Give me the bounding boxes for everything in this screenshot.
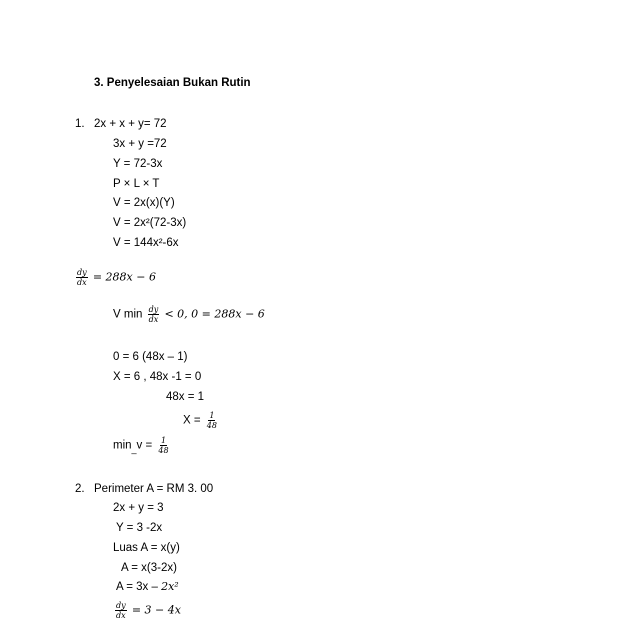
min-fraction (157, 436, 169, 455)
vmin-equation (113, 305, 265, 324)
problem-1-number: 1. (75, 118, 85, 130)
vmin-fraction (148, 305, 160, 324)
min-subscript: _ (131, 443, 137, 454)
area-equation (116, 580, 179, 594)
solve-line: X = 6 , 48x -1 = 0 (113, 371, 202, 383)
min-var: v = (136, 439, 153, 452)
x-result-fraction (206, 411, 218, 430)
fraction-numerator: 1 (160, 436, 167, 445)
x-result-label: X = (183, 414, 201, 427)
fraction-numerator: dy (148, 305, 159, 314)
problem-1-line: Y = 72-3x (113, 158, 163, 170)
fraction-denominator: 48 (206, 421, 217, 430)
solve-line: 0 = 6 (48x – 1) (113, 351, 188, 363)
fraction-denominator: dx (148, 315, 159, 324)
problem-1-line: 2x + x + y= 72 (94, 118, 167, 130)
problem-1-line: V = 144x²-6x (113, 237, 179, 249)
problem-2-number: 2. (75, 483, 85, 495)
problem-1-line: 3x + y =72 (113, 138, 167, 150)
min-label: min (113, 439, 132, 452)
area-math: 2x² (161, 580, 179, 593)
fraction-numerator: dy (116, 601, 126, 610)
area-lhs: A = 3x – (116, 581, 158, 593)
problem-2-derivative-rhs: = 3 − 4x (131, 603, 181, 617)
solve-line: 48x = 1 (166, 391, 205, 403)
problem-2-line: Luas A = x(y) (113, 542, 180, 554)
derivative-fraction (76, 268, 88, 287)
derivative-rhs: = 288x − 6 (92, 270, 156, 284)
problem-2-fraction (115, 601, 127, 620)
min-result (113, 436, 172, 455)
fraction-denominator: dx (116, 611, 126, 620)
problem-2-line: 2x + y = 3 (113, 502, 164, 514)
problem-2-title: Perimeter A = RM 3. 00 (94, 483, 214, 495)
problem-1-line: P × L × T (113, 178, 160, 190)
problem-1-line: V = 2x²(72-3x) (113, 217, 187, 229)
derivative-equation (74, 268, 156, 287)
x-result (183, 411, 220, 430)
section-heading: 3. Penyelesaian Bukan Rutin (94, 77, 251, 89)
fraction-denominator: dx (77, 278, 87, 287)
fraction-numerator: 1 (209, 411, 215, 420)
vmin-rhs: < 0, 0 = 288x − 6 (164, 307, 265, 321)
problem-2-line: Y = 3 -2x (116, 522, 163, 534)
problem-1-line: V = 2x(x)(Y) (113, 197, 175, 209)
problem-2-derivative (113, 601, 181, 620)
fraction-denominator: 48 (158, 446, 169, 455)
problem-2-line: A = x(3-2x) (121, 562, 177, 574)
vmin-label: V min (113, 308, 143, 321)
fraction-numerator: dy (77, 268, 87, 277)
